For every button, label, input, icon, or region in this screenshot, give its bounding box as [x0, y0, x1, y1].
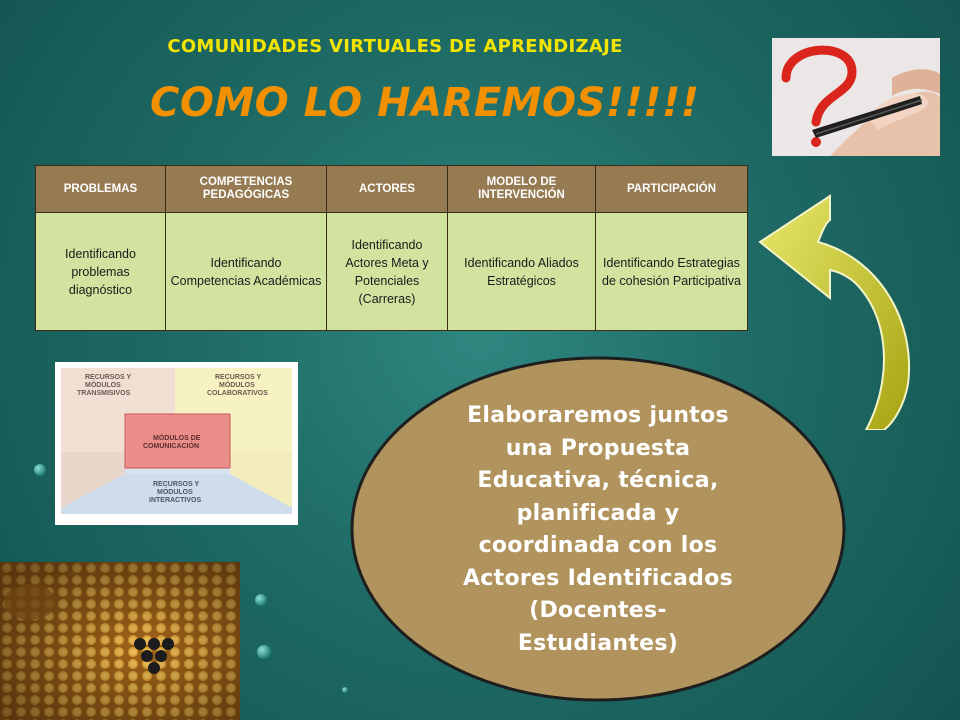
cell-competencias: Identificando Competencias Académicas	[166, 213, 327, 331]
header-competencias: COMPETENCIAS PEDAGÓGICAS	[166, 166, 327, 213]
cell-modelo: Identificando Aliados Estratégicos	[448, 213, 596, 331]
bubble	[34, 464, 46, 476]
diagram-label-comunicacion: MÓDULOS DE COMUNICACIÓN	[143, 435, 201, 450]
header-modelo: MODELO DE INTERVENCIÓN	[448, 166, 596, 213]
cell-participacion: Identificando Estrategias de cohesión Participativa	[596, 213, 748, 331]
question-mark-icon	[772, 38, 940, 156]
modules-diagram-graphic	[55, 362, 298, 525]
bubble	[255, 594, 267, 606]
slide-subtitle: COMUNIDADES VIRTUALES DE APRENDIZAJE	[167, 36, 623, 57]
honeycomb-photo	[0, 562, 240, 720]
diagram-label-colaborativos: RECURSOS Y MÓDULOS COLABORATIVOS	[207, 374, 268, 397]
strategy-table	[35, 165, 748, 331]
honeycomb-image	[0, 562, 240, 720]
bubble	[257, 645, 271, 659]
table-header-row	[36, 166, 748, 213]
header-participacion: PARTICIPACIÓN	[596, 166, 748, 213]
diagram-label-transmisivos: RECURSOS Y MÓDULOS TRANSMISIVOS	[77, 374, 132, 397]
cell-actores: Identificando Actores Meta y Potenciales (Carreras)	[327, 213, 448, 331]
slide-title: COMO LO HAREMOS!!!!!	[150, 80, 700, 126]
proposal-text: Elaboraremos juntos una Propuesta Educativa, técnica, planificada y coordinada con los Actores Identificados (Docentes- Estudiantes)	[462, 403, 734, 656]
modules-diagram	[55, 362, 298, 525]
table-row	[36, 213, 748, 331]
diagram-label-interactivos: RECURSOS Y MÓDULOS INTERACTIVOS	[149, 481, 202, 504]
cell-problemas: Identificando problemas diagnóstico	[36, 213, 166, 331]
header-problemas: PROBLEMAS	[36, 166, 166, 213]
question-mark-photo	[772, 38, 940, 156]
header-actores: ACTORES	[327, 166, 448, 213]
